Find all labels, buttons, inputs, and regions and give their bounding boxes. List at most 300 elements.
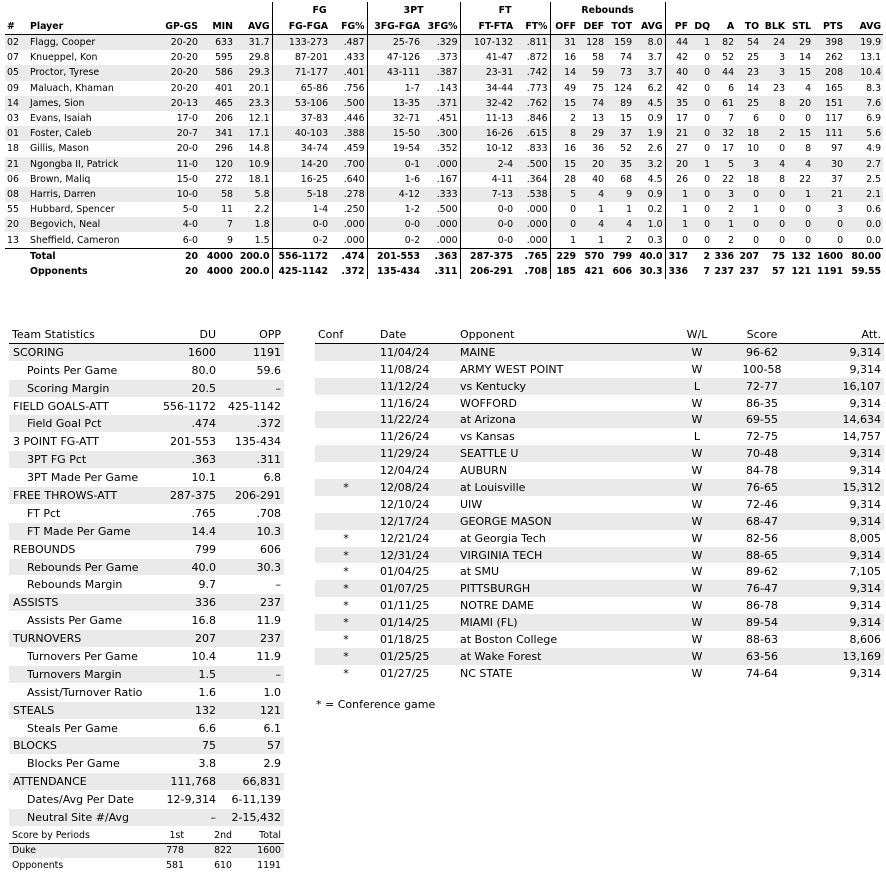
team-stat-opp: 121 bbox=[219, 701, 284, 719]
team-stat-row bbox=[9, 612, 284, 630]
player-col-header: FG% bbox=[330, 18, 367, 35]
player-stat-cell: 29 bbox=[578, 126, 606, 141]
player-stat-cell: 0 bbox=[736, 187, 761, 202]
player-stat-cell: 36 bbox=[578, 141, 606, 156]
player-stat-cell: 23.3 bbox=[235, 96, 272, 111]
player-stat-cell: 16-26 bbox=[460, 126, 515, 141]
player-stat-cell: 159 bbox=[606, 35, 634, 51]
player-stat-cell: 68 bbox=[606, 172, 634, 187]
player-stat-cell: .700 bbox=[330, 157, 367, 172]
player-stat-cell: .278 bbox=[330, 187, 367, 202]
player-stat-cell: 75 bbox=[578, 81, 606, 96]
player-name: Harris, Darren bbox=[28, 187, 150, 202]
team-stat-du: 14.4 bbox=[154, 522, 219, 540]
periods-score: 778 bbox=[139, 843, 187, 858]
player-stat-cell: 0-1 bbox=[367, 157, 422, 172]
player-stat-cell: 09 bbox=[5, 81, 28, 96]
team-stat-label: FREE THROWS-ATT bbox=[9, 487, 154, 505]
player-stat-cell: 7 bbox=[712, 111, 736, 126]
player-stat-cell: 19.9 bbox=[845, 35, 883, 51]
player-stat-cell: 124 bbox=[606, 81, 634, 96]
player-stat-cell: 18 bbox=[736, 172, 761, 187]
player-stat-cell: .250 bbox=[330, 202, 367, 217]
player-stat-cell: 28 bbox=[550, 172, 578, 187]
sched-result: W bbox=[677, 547, 717, 564]
player-stat-cell: 40-103 bbox=[272, 126, 330, 141]
total-cell: 201-553 bbox=[367, 248, 422, 264]
sched-opponent: NOTRE DAME bbox=[460, 599, 534, 613]
sched-date: 12/08/24 bbox=[377, 479, 457, 496]
player-stat-cell: 7-13 bbox=[460, 187, 515, 202]
player-stat-cell: 21 bbox=[5, 157, 28, 172]
total-cell: 200.0 bbox=[235, 248, 272, 264]
player-stat-cell: 13.1 bbox=[845, 50, 883, 65]
player-stat-cell: 2 bbox=[550, 111, 578, 126]
player-stat-cell: .167 bbox=[422, 172, 460, 187]
conference-footnote: * = Conference game bbox=[316, 698, 436, 711]
player-stat-cell: 89 bbox=[606, 96, 634, 111]
sched-date: 11/29/24 bbox=[377, 445, 457, 462]
sched-result: W bbox=[677, 648, 717, 665]
team-stat-row bbox=[9, 451, 284, 469]
schedule-row bbox=[315, 631, 884, 648]
player-stat-cell: 1 bbox=[606, 202, 634, 217]
player-name: Begovich, Neal bbox=[28, 217, 150, 232]
total-cell: .474 bbox=[330, 248, 367, 264]
sched-conf: * bbox=[315, 580, 377, 597]
sched-result: W bbox=[677, 411, 717, 428]
total-cell: 40.0 bbox=[634, 248, 665, 264]
sched-date: 11/26/24 bbox=[380, 430, 430, 444]
player-stat-cell: .387 bbox=[422, 65, 460, 80]
team-stat-opp: 2.9 bbox=[219, 755, 284, 773]
team-stat-opp: 2-15,432 bbox=[219, 809, 284, 827]
total-cell: 229 bbox=[550, 248, 578, 264]
team-stats-title: Team Statistics bbox=[9, 326, 154, 343]
sched-attendance: 9,314 bbox=[807, 614, 884, 631]
player-stat-cell: 0.3 bbox=[634, 232, 665, 248]
player-stat-cell: 13-35 bbox=[367, 96, 422, 111]
player-stat-cell: 6-0 bbox=[150, 232, 200, 248]
schedule-row bbox=[315, 343, 884, 360]
player-stat-cell: 5.6 bbox=[845, 126, 883, 141]
player-stat-cell: 14-20 bbox=[272, 157, 330, 172]
player-stat-cell: .388 bbox=[330, 126, 367, 141]
player-stat-cell: 17 bbox=[665, 111, 690, 126]
group-fg: FG bbox=[272, 2, 367, 18]
total-cell: 317 bbox=[665, 248, 690, 264]
sched-conf: * bbox=[343, 565, 349, 579]
player-row bbox=[5, 172, 883, 187]
team-stat-row bbox=[9, 361, 284, 379]
sched-result: W bbox=[691, 362, 703, 376]
player-stat-cell: 165 bbox=[813, 81, 845, 96]
player-stat-cell: 9 bbox=[606, 187, 634, 202]
player-stat-cell: .500 bbox=[515, 157, 550, 172]
player-stat-cell: .000 bbox=[515, 202, 550, 217]
player-stat-cell: 02 bbox=[5, 35, 28, 51]
sched-opponent: ARMY WEST POINT bbox=[460, 362, 564, 376]
player-stat-cell: 4-12 bbox=[367, 187, 422, 202]
player-stat-cell: 71-177 bbox=[272, 65, 330, 80]
team-stat-opp: 6-11,139 bbox=[219, 791, 284, 809]
team-stat-du: 287-375 bbox=[154, 487, 219, 505]
player-stat-cell: 47-126 bbox=[367, 50, 422, 65]
sched-attendance: 9,314 bbox=[807, 580, 884, 597]
team-stat-label: Neutral Site #/Avg bbox=[9, 809, 154, 827]
player-stat-cell: 37 bbox=[606, 126, 634, 141]
player-stat-cell: 26 bbox=[665, 172, 690, 187]
sched-date: 01/25/25 bbox=[377, 648, 457, 665]
player-stat-cell: 73 bbox=[606, 65, 634, 80]
total-cell: 421 bbox=[578, 264, 606, 279]
player-row bbox=[5, 65, 883, 80]
player-col-header: DQ bbox=[690, 18, 712, 35]
sched-attendance: 9,314 bbox=[849, 396, 881, 410]
score-by-periods-section bbox=[9, 828, 284, 873]
sched-result: W bbox=[677, 513, 717, 530]
player-stat-cell: 0 bbox=[787, 232, 813, 248]
player-stat-cell: 3 bbox=[736, 157, 761, 172]
player-stat-cell: .000 bbox=[515, 232, 550, 248]
player-stat-cell: 4 bbox=[578, 187, 606, 202]
player-stat-cell: 37 bbox=[813, 172, 845, 187]
total-cell: 1600 bbox=[813, 248, 845, 264]
team-stat-du: 1.6 bbox=[154, 683, 219, 701]
team-stat-opp: .708 bbox=[219, 504, 284, 522]
player-stat-cell: .000 bbox=[330, 217, 367, 232]
sched-opponent: PITTSBURGH bbox=[457, 580, 677, 597]
player-stat-cell: 3 bbox=[761, 50, 787, 65]
player-stat-cell: 18.1 bbox=[235, 172, 272, 187]
player-stat-cell: .000 bbox=[515, 217, 550, 232]
player-stat-cell: 0 bbox=[761, 187, 787, 202]
player-stat-cell: 0-0 bbox=[460, 217, 515, 232]
player-stat-cell: 22 bbox=[787, 172, 813, 187]
player-stat-cell: 22 bbox=[712, 172, 736, 187]
player-stat-cell: 40 bbox=[578, 172, 606, 187]
player-col-header: 3FG% bbox=[422, 18, 460, 35]
team-stat-du: 207 bbox=[154, 630, 219, 648]
player-stat-cell: 20-20 bbox=[150, 35, 200, 51]
player-col-header: FT% bbox=[515, 18, 550, 35]
player-stat-cell: 53-106 bbox=[272, 96, 330, 111]
player-stat-cell: 208 bbox=[813, 65, 845, 80]
team-stat-label: TURNOVERS bbox=[9, 630, 154, 648]
total-cell: 132 bbox=[787, 248, 813, 264]
player-stat-cell: 0-0 bbox=[367, 217, 422, 232]
player-stat-cell: 272 bbox=[200, 172, 235, 187]
player-stat-cell: .364 bbox=[515, 172, 550, 187]
total-cell: .765 bbox=[515, 248, 550, 264]
schedule-row bbox=[315, 648, 884, 665]
player-stat-cell: 4-0 bbox=[150, 217, 200, 232]
team-stat-du: 80.0 bbox=[154, 361, 219, 379]
player-stat-cell: 4 bbox=[761, 157, 787, 172]
player-stat-cell: 0 bbox=[787, 202, 813, 217]
total-cell: 4000 bbox=[200, 264, 235, 279]
player-stat-cell: 151 bbox=[813, 96, 845, 111]
player-stat-cell: 3.7 bbox=[634, 50, 665, 65]
sched-attendance: 9,314 bbox=[807, 547, 884, 564]
sched-opponent: at Boston College bbox=[460, 632, 558, 646]
sched-attendance: 9,314 bbox=[807, 343, 884, 360]
player-stat-cell: 0.0 bbox=[845, 232, 883, 248]
sched-attendance: 16,107 bbox=[807, 378, 884, 395]
player-stat-cell: 0.9 bbox=[634, 111, 665, 126]
total-cell: 206-291 bbox=[460, 264, 515, 279]
player-stat-cell: 2 bbox=[761, 126, 787, 141]
player-stat-cell: 15 bbox=[550, 157, 578, 172]
periods-1st-header: 1st bbox=[139, 828, 187, 843]
player-col-header: AVG bbox=[634, 18, 665, 35]
player-stat-cell: .333 bbox=[422, 187, 460, 202]
player-stat-cell: 15 bbox=[606, 111, 634, 126]
team-stat-du: .765 bbox=[154, 504, 219, 522]
total-cell: .372 bbox=[330, 264, 367, 279]
team-stat-opp: 606 bbox=[219, 540, 284, 558]
player-stat-cell: 1 bbox=[665, 187, 690, 202]
team-statistics-section bbox=[9, 326, 284, 827]
player-stat-cell: 23 bbox=[761, 81, 787, 96]
total-cell: 556-1172 bbox=[272, 248, 330, 264]
player-stat-cell: 97 bbox=[813, 141, 845, 156]
team-stat-row bbox=[9, 648, 284, 666]
player-stat-cell: 7 bbox=[200, 217, 235, 232]
total-cell: 606 bbox=[606, 264, 634, 279]
sched-opponent-header: Opponent bbox=[457, 326, 677, 343]
sched-opponent: SEATTLE U bbox=[457, 445, 677, 462]
team-stat-row bbox=[9, 433, 284, 451]
player-stat-cell: 2.7 bbox=[845, 157, 883, 172]
player-stat-cell: 4 bbox=[787, 81, 813, 96]
player-stat-cell: 10.9 bbox=[235, 157, 272, 172]
team-stat-opp: 425-1142 bbox=[219, 397, 284, 415]
player-stat-cell: 31.7 bbox=[235, 35, 272, 51]
player-stat-cell: 341 bbox=[200, 126, 235, 141]
team-stat-label: 3PT Made Per Game bbox=[9, 469, 154, 487]
opponents-total-row bbox=[5, 264, 883, 279]
player-stat-cell: 1.9 bbox=[634, 126, 665, 141]
team-stat-du: 132 bbox=[154, 701, 219, 719]
player-stat-cell: .000 bbox=[330, 232, 367, 248]
player-stat-cell: 74 bbox=[578, 96, 606, 111]
player-stat-cell: 398 bbox=[813, 35, 845, 51]
schedule-section bbox=[315, 326, 884, 682]
sched-date: 01/14/25 bbox=[377, 614, 457, 631]
player-stat-cell: 58 bbox=[578, 50, 606, 65]
player-stat-cell: 20-20 bbox=[150, 81, 200, 96]
player-stat-cell: 4 bbox=[606, 217, 634, 232]
player-stat-cell: 5-18 bbox=[272, 187, 330, 202]
total-cell: 799 bbox=[606, 248, 634, 264]
player-stat-cell: 5 bbox=[712, 157, 736, 172]
team-stat-opp: 237 bbox=[219, 630, 284, 648]
player-stat-cell: 401 bbox=[200, 81, 235, 96]
schedule-row bbox=[315, 479, 884, 496]
player-stat-cell: 42 bbox=[665, 81, 690, 96]
player-stat-cell: 0 bbox=[690, 202, 712, 217]
player-stat-cell: 55 bbox=[5, 202, 28, 217]
player-stat-cell: 465 bbox=[200, 96, 235, 111]
player-stat-cell: .371 bbox=[422, 96, 460, 111]
total-cell: 75 bbox=[761, 248, 787, 264]
player-stat-cell: 29.8 bbox=[235, 50, 272, 65]
sched-result: W bbox=[677, 445, 717, 462]
sched-opponent: MAINE bbox=[457, 343, 677, 360]
team-stat-du: .363 bbox=[154, 451, 219, 469]
team-stat-opp: 59.6 bbox=[219, 361, 284, 379]
player-stat-cell: 0 bbox=[690, 172, 712, 187]
player-stat-cell: 52 bbox=[712, 50, 736, 65]
player-stat-cell: 37-83 bbox=[272, 111, 330, 126]
player-row bbox=[5, 187, 883, 202]
sched-opponent: at SMU bbox=[460, 565, 500, 579]
player-stat-cell: .329 bbox=[422, 35, 460, 51]
sched-attendance: 15,312 bbox=[807, 479, 884, 496]
periods-2nd-header: 2nd bbox=[187, 828, 235, 843]
schedule-rows bbox=[315, 343, 884, 681]
player-stat-cell: 20 bbox=[578, 157, 606, 172]
player-name: Foster, Caleb bbox=[28, 126, 150, 141]
player-stat-cell: 74 bbox=[606, 50, 634, 65]
team-stat-row bbox=[9, 755, 284, 773]
player-stat-cell: 14 bbox=[550, 65, 578, 80]
player-stat-cell: 3.2 bbox=[634, 157, 665, 172]
player-stat-cell: 16 bbox=[550, 50, 578, 65]
sched-date: 11/12/24 bbox=[377, 378, 457, 395]
player-stat-cell: 13 bbox=[578, 111, 606, 126]
team-stat-label: FIELD GOALS-ATT bbox=[9, 397, 154, 415]
schedule-row bbox=[315, 665, 884, 682]
team-stat-opp: 11.9 bbox=[219, 612, 284, 630]
player-stat-cell: .000 bbox=[422, 232, 460, 248]
sched-result: W bbox=[691, 599, 703, 613]
player-stat-cell: 1 bbox=[665, 217, 690, 232]
sched-result: W bbox=[691, 497, 703, 511]
total-cell: 135-434 bbox=[367, 264, 422, 279]
player-stat-cell: 0-0 bbox=[460, 202, 515, 217]
player-stat-cell: 31 bbox=[550, 35, 578, 51]
player-stat-cell: 4.9 bbox=[845, 141, 883, 156]
team-stat-opp: 237 bbox=[219, 594, 284, 612]
team-stat-du: 1600 bbox=[154, 343, 219, 361]
team-stat-row bbox=[9, 504, 284, 522]
team-stat-label: REBOUNDS bbox=[9, 540, 154, 558]
sched-opponent: MIAMI (FL) bbox=[457, 614, 677, 631]
sched-date: 12/17/24 bbox=[377, 513, 457, 530]
team-stat-label: SCORING bbox=[9, 343, 154, 361]
sched-conf: * bbox=[315, 547, 377, 564]
team-stat-label: ASSISTS bbox=[9, 594, 154, 612]
team-stat-opp: 57 bbox=[219, 737, 284, 755]
player-stat-cell: 0 bbox=[690, 96, 712, 111]
player-stat-cell: 2-4 bbox=[460, 157, 515, 172]
player-stat-cell: .459 bbox=[330, 141, 367, 156]
team-stat-opp: 135-434 bbox=[219, 433, 284, 451]
sched-result: W bbox=[691, 531, 703, 545]
player-stat-cell: 0 bbox=[736, 217, 761, 232]
sched-date: 12/04/24 bbox=[380, 464, 430, 478]
total-cell: 287-375 bbox=[460, 248, 515, 264]
player-name: Proctor, Tyrese bbox=[28, 65, 150, 80]
player-stat-cell: .833 bbox=[515, 141, 550, 156]
player-stat-cell: 0.2 bbox=[634, 202, 665, 217]
player-stat-cell: 23-31 bbox=[460, 65, 515, 80]
sched-result: L bbox=[677, 378, 717, 395]
sched-attendance: 13,169 bbox=[807, 648, 884, 665]
team-stat-du: – bbox=[154, 809, 219, 827]
total-cell: 570 bbox=[578, 248, 606, 264]
sched-score: 89-62 bbox=[746, 565, 778, 579]
team-stat-opp: 6.1 bbox=[219, 719, 284, 737]
player-stat-cell: 1.0 bbox=[634, 217, 665, 232]
total-cell: Total bbox=[28, 248, 150, 264]
player-stat-cell: 07 bbox=[5, 50, 28, 65]
player-stat-cell: 262 bbox=[813, 50, 845, 65]
team-stat-du: 9.7 bbox=[154, 576, 219, 594]
total-cell bbox=[5, 248, 28, 264]
player-stat-cell: 1-6 bbox=[367, 172, 422, 187]
team-stat-opp: 10.3 bbox=[219, 522, 284, 540]
player-stat-cell: 42 bbox=[665, 50, 690, 65]
sched-attendance: 9,314 bbox=[849, 599, 881, 613]
team-stat-opp: 6.8 bbox=[219, 469, 284, 487]
total-cell: 80.00 bbox=[845, 248, 883, 264]
total-cell: 30.3 bbox=[634, 264, 665, 279]
player-stat-cell: 0 bbox=[690, 187, 712, 202]
team-stat-label: Field Goal Pct bbox=[9, 415, 154, 433]
team-stat-opp: – bbox=[219, 665, 284, 683]
sched-attendance: 8,005 bbox=[849, 531, 881, 545]
player-stat-cell: 0.0 bbox=[845, 217, 883, 232]
player-stat-cell: 206 bbox=[200, 111, 235, 126]
player-name: Maluach, Khaman bbox=[28, 81, 150, 96]
player-stat-cell: 296 bbox=[200, 141, 235, 156]
team-stat-du: 75 bbox=[154, 737, 219, 755]
player-stat-cell: 30 bbox=[813, 157, 845, 172]
player-name: Knueppel, Kon bbox=[28, 50, 150, 65]
team-stat-opp: 1191 bbox=[219, 343, 284, 361]
team-stat-label: Assists Per Game bbox=[9, 612, 154, 630]
schedule-row bbox=[315, 395, 884, 412]
sched-result: W bbox=[677, 580, 717, 597]
sched-score: 88-65 bbox=[717, 547, 807, 564]
player-name: Hubbard, Spencer bbox=[28, 202, 150, 217]
sched-opponent: UIW bbox=[460, 497, 483, 511]
periods-team: Duke bbox=[9, 843, 139, 858]
team-stat-label: Rebounds Margin bbox=[9, 576, 154, 594]
player-stat-cell: 32-42 bbox=[460, 96, 515, 111]
team-stat-row bbox=[9, 576, 284, 594]
team-stat-du: 12-9,314 bbox=[154, 791, 219, 809]
player-stat-cell: 14.8 bbox=[235, 141, 272, 156]
player-stat-cell: 9 bbox=[200, 232, 235, 248]
player-stat-cell: .000 bbox=[422, 157, 460, 172]
sched-score: 72-77 bbox=[717, 378, 807, 395]
sched-date-header: Date bbox=[377, 326, 457, 343]
periods-score: 610 bbox=[214, 859, 232, 871]
sched-conf: * bbox=[315, 648, 377, 665]
player-stat-cell: 11-13 bbox=[460, 111, 515, 126]
player-stat-cell: 14 bbox=[5, 96, 28, 111]
team-stat-row bbox=[9, 701, 284, 719]
player-name: James, Sion bbox=[28, 96, 150, 111]
total-cell: .708 bbox=[515, 264, 550, 279]
team-stat-du: 40.0 bbox=[154, 558, 219, 576]
player-stat-cell: 10-0 bbox=[150, 187, 200, 202]
team-stat-du: 6.6 bbox=[154, 719, 219, 737]
